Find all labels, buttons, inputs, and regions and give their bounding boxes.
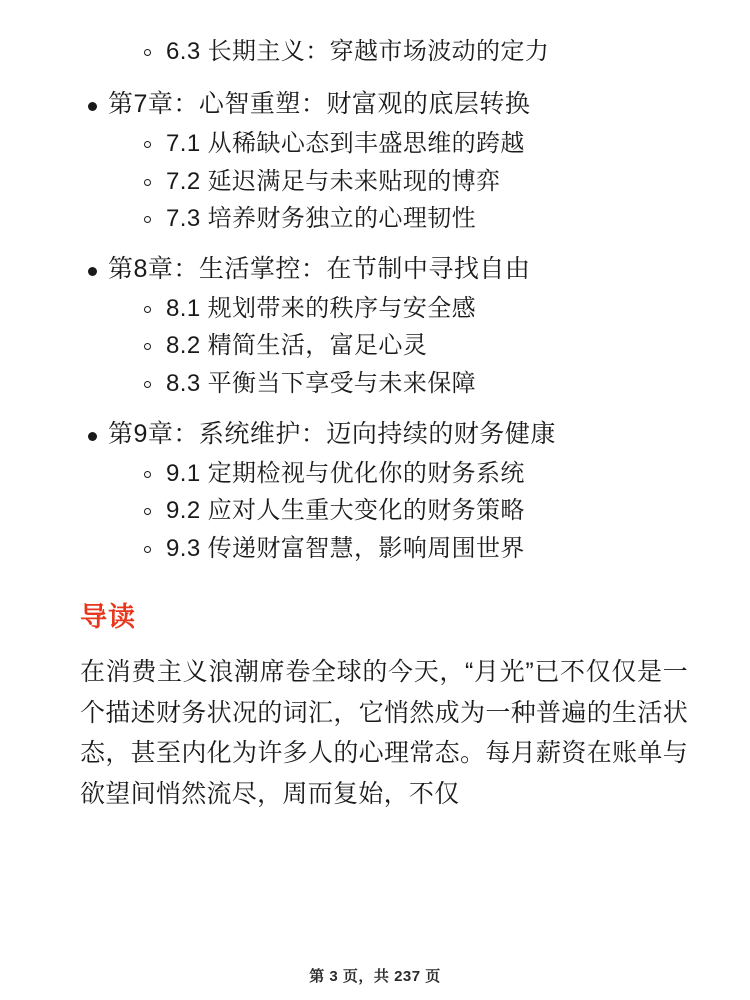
toc-section-item[interactable]: 9.1 定期检视与优化你的财务系统: [40, 458, 710, 490]
toc-group-1: [40, 88, 710, 235]
toc-section-list: [40, 128, 710, 235]
toc-chapter-list: [40, 418, 710, 452]
toc-section-item[interactable]: 8.2 精简生活，富足心灵: [40, 330, 710, 362]
toc-section-item[interactable]: 9.2 应对人生重大变化的财务策略: [40, 495, 710, 527]
intro-body-text: 在消费主义浪潮席卷全球的今天，“月光”已不仅仅是一个描述财务状况的词汇，它悄然成为一种普遍的生活状态，甚至内化为许多人的心理常态。每月薪资在账单与欲望间悄然流尽，周而复始，不仅: [80, 658, 688, 808]
toc-section-list: [40, 36, 710, 68]
toc-section-item[interactable]: 9.3 传递财富智慧，影响周围世界: [40, 533, 710, 565]
page-footer: 第 3 页，共 237 页: [309, 968, 441, 985]
toc-group-0: [40, 36, 710, 68]
toc-chapter-item[interactable]: 第8章：生活掌控：在节制中寻找自由: [40, 253, 710, 287]
toc-section-list: [40, 293, 710, 400]
intro-heading: 导读: [80, 602, 136, 633]
toc-group-3: [40, 418, 710, 565]
toc-section-item[interactable]: 8.1 规划带来的秩序与安全感: [40, 293, 710, 325]
toc-group-2: [40, 253, 710, 400]
toc-chapter-list: [40, 88, 710, 122]
toc-section-item[interactable]: 8.3 平衡当下享受与未来保障: [40, 368, 710, 400]
toc-section-item[interactable]: 7.2 延迟满足与未来贴现的博弈: [40, 166, 710, 198]
toc-chapter-item[interactable]: 第9章：系统维护：迈向持续的财务健康: [40, 418, 710, 452]
toc-section-item[interactable]: 6.3 长期主义：穿越市场波动的定力: [40, 36, 710, 68]
toc-section-item[interactable]: 7.3 培养财务独立的心理韧性: [40, 203, 710, 235]
toc-chapter-item[interactable]: 第7章：心智重塑：财富观的底层转换: [40, 88, 710, 122]
toc-section-item[interactable]: 7.1 从稀缺心态到丰盛思维的跨越: [40, 128, 710, 160]
toc-section-list: [40, 458, 710, 565]
toc-chapter-list: [40, 253, 710, 287]
